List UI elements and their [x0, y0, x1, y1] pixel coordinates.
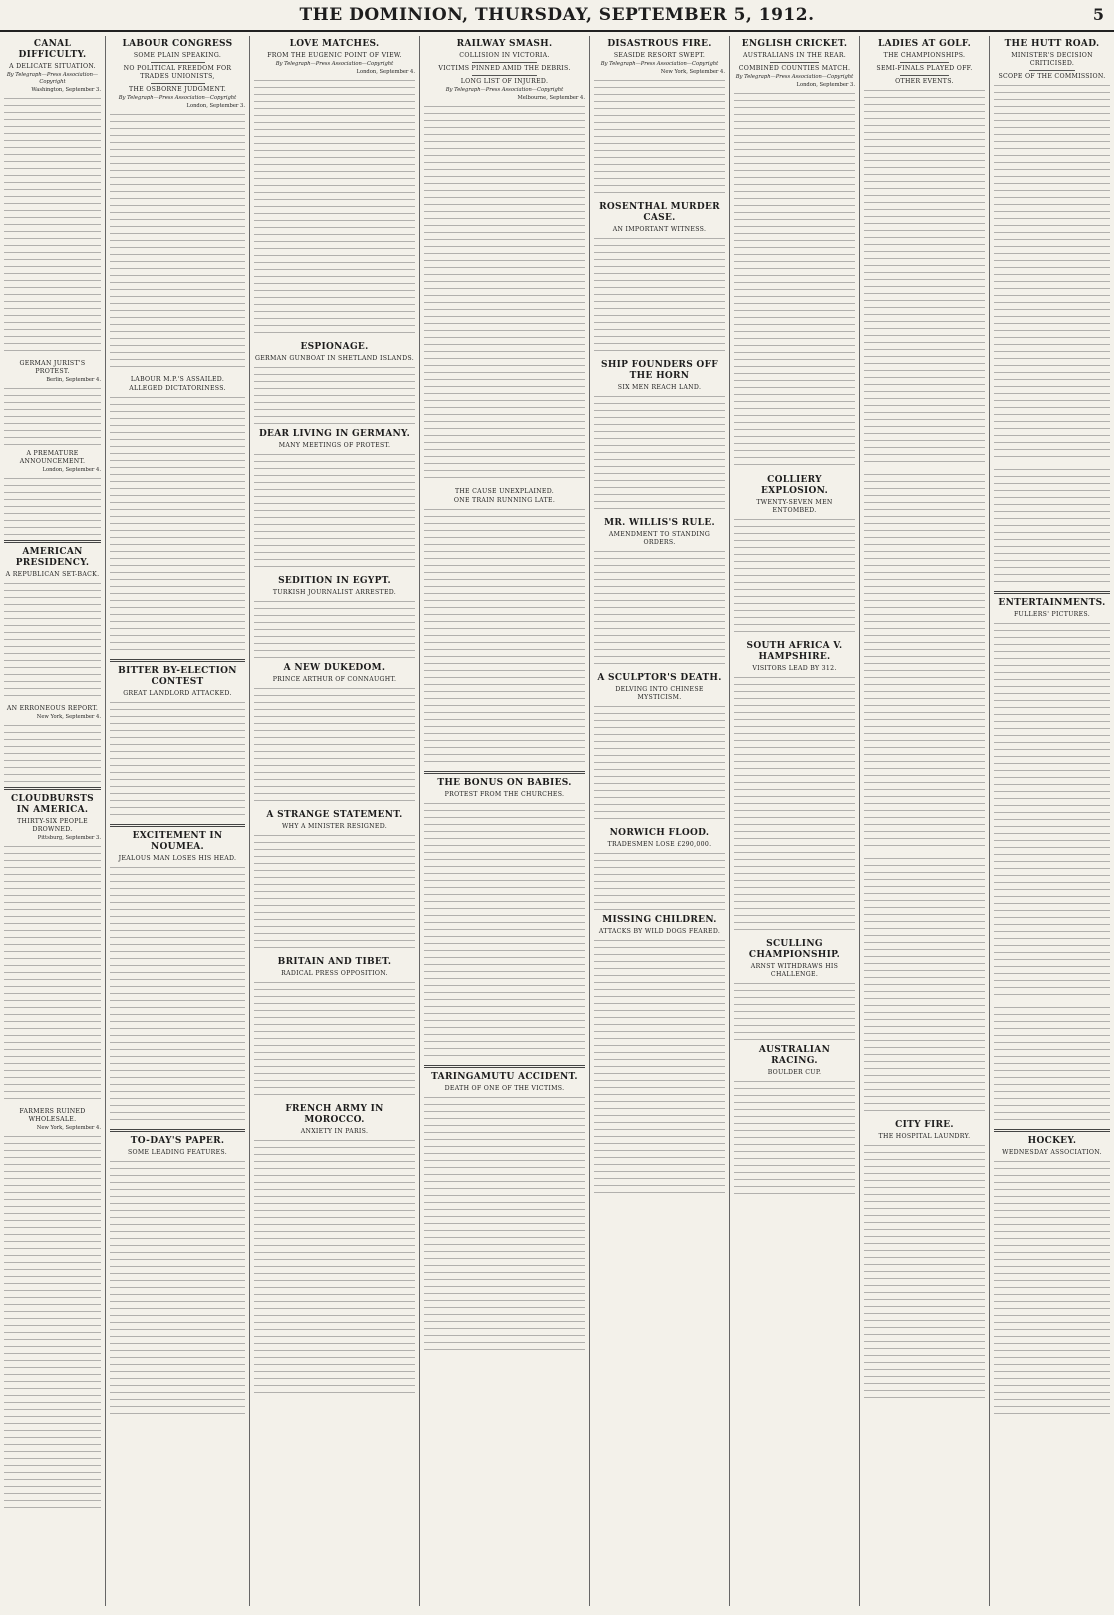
column-3 — [250, 36, 420, 1606]
headline: TO-DAY'S PAPER. — [130, 1136, 225, 1146]
dateline: Melbourne, September 4. — [517, 95, 585, 101]
agency-line: By Telegraph—Press Association—Copyright — [600, 61, 719, 67]
dateline: New York, September 4. — [36, 1125, 101, 1131]
dateline: New York, September 4. — [660, 69, 725, 75]
article-body — [994, 467, 1110, 587]
divider — [110, 659, 245, 662]
agency-line: By Telegraph—Press Association—Copyright — [275, 61, 394, 67]
column-2 — [106, 36, 250, 1606]
headline: BITTER BY-ELECTION CONTEST — [118, 666, 237, 687]
dateline: New York, September 4. — [36, 714, 101, 720]
subheadline: SIX MEN REACH LAND. — [617, 384, 702, 391]
subheadline: OTHER EVENTS. — [895, 78, 954, 85]
headline: A NEW DUKEDOM. — [283, 663, 386, 673]
headline: A SCULPTOR'S DEATH. — [597, 673, 722, 683]
subheadline: SEASIDE RESORT SWEPT. — [613, 52, 706, 59]
subheadline: ATTACKS BY WILD DOGS FEARED. — [598, 928, 721, 935]
subheadline: TWENTY-SEVEN MEN ENTOMBED. — [756, 499, 833, 514]
divider — [151, 83, 205, 84]
subheadline: A DELICATE SITUATION. — [9, 63, 96, 70]
headline: FARMERS RUINED WHOLESALE. — [19, 1108, 86, 1123]
headline: AMERICAN PRESIDENCY. — [15, 547, 90, 568]
headline: ENTERTAINMENTS. — [998, 598, 1106, 608]
headline: COLLIERY EXPLOSION. — [760, 475, 829, 496]
headline: AN ERRONEOUS REPORT. — [6, 705, 99, 712]
divider — [4, 540, 101, 543]
subheadline: ANXIETY IN PARIS. — [300, 1128, 369, 1135]
subheadline: RADICAL PRESS OPPOSITION. — [281, 970, 388, 977]
article-body — [594, 394, 725, 514]
article-body — [994, 83, 1110, 463]
subheadline: TRADESMEN LOSE £290,000. — [607, 841, 712, 848]
column-6 — [730, 36, 860, 1606]
article-body — [594, 938, 725, 1198]
subheadline: TURKISH JOURNALIST ARRESTED. — [272, 589, 397, 596]
headline: AUSTRALIAN RACING. — [758, 1045, 831, 1066]
subheadline: FROM THE EUGENIC POINT OF VIEW. — [267, 52, 402, 59]
subheadline: WHY A MINISTER RESIGNED. — [281, 823, 388, 830]
divider — [472, 75, 536, 76]
article-body — [254, 78, 415, 338]
agency-line: By Telegraph—Press Association—Copyright — [445, 87, 564, 93]
headline: ENGLISH CRICKET. — [741, 39, 848, 49]
headline: THE HUTT ROAD. — [1004, 39, 1100, 49]
article-body — [424, 104, 585, 484]
headline: CANAL DIFFICULTY. — [18, 39, 87, 60]
masthead-title: THE DOMINION, THURSDAY, SEPTEMBER 5, 1912. — [299, 5, 815, 25]
headline: A STRANGE STATEMENT. — [266, 810, 403, 820]
subheadline: SCOPE OF THE COMMISSION. — [998, 73, 1106, 80]
agency-line: By Telegraph—Press Association—Copyright — [118, 95, 237, 101]
article-body — [4, 844, 101, 1104]
subheadline: ARNST WITHDRAWS HIS CHALLENGE. — [750, 963, 839, 978]
article-body — [4, 581, 101, 701]
subheadline: FULLERS' PICTURES. — [1013, 611, 1091, 618]
subheadline: JEALOUS MAN LOSES HIS HEAD. — [118, 855, 237, 862]
subheadline: MINISTER'S DECISION CRITICISED. — [1011, 52, 1093, 67]
headline: FRENCH ARMY IN MOROCCO. — [285, 1104, 384, 1125]
article-body — [110, 112, 245, 372]
subheadline: COMBINED COUNTIES MATCH. — [738, 65, 851, 72]
article-body — [594, 704, 725, 824]
dateline: London, September 4. — [42, 467, 101, 473]
subheadline: THE HOSPITAL LAUNDRY. — [878, 1133, 971, 1140]
article-body — [734, 675, 855, 935]
headline: A PREMATURE ANNOUNCEMENT. — [19, 450, 86, 465]
page-number: 5 — [1092, 5, 1104, 24]
article-body — [254, 365, 415, 425]
headline: GERMAN JURIST'S PROTEST. — [19, 360, 86, 375]
subheadline: THE CHAMPIONSHIPS. — [883, 52, 966, 59]
article-body — [734, 981, 855, 1041]
agency-line: By Telegraph—Press Association—Copyright — [6, 72, 99, 85]
article-body — [594, 236, 725, 356]
divider — [900, 62, 948, 63]
headline: THE BONUS ON BABIES. — [437, 778, 572, 788]
dateline: London, September 3. — [186, 103, 245, 109]
dateline: London, September 3. — [796, 82, 855, 88]
article-body — [424, 507, 585, 767]
article-body — [110, 1159, 245, 1419]
article-body — [994, 621, 1110, 1001]
subheadline: VISITORS LEAD BY 312. — [752, 665, 837, 672]
dateline: Washington, September 3. — [31, 87, 101, 93]
subheadline: GERMAN GUNBOAT IN SHETLAND ISLANDS. — [255, 355, 414, 362]
subheadline: ONE TRAIN RUNNING LATE. — [453, 497, 556, 504]
article-body — [254, 980, 415, 1100]
subheadline: MANY MEETINGS OF PROTEST. — [278, 442, 391, 449]
article-body — [994, 1005, 1110, 1125]
headline: LABOUR M.P.'S ASSAILED. — [130, 376, 225, 383]
column-4 — [420, 36, 590, 1606]
subheadline: COLLISION IN VICTORIA. — [459, 52, 550, 59]
headline: NORWICH FLOOD. — [609, 828, 710, 838]
column-5 — [590, 36, 730, 1606]
headline: LOVE MATCHES. — [289, 39, 380, 49]
article-body — [734, 517, 855, 637]
subheadline: VICTIMS PINNED AMID THE DEBRIS. — [438, 65, 571, 72]
subheadline: WEDNESDAY ASSOCIATION. — [1002, 1149, 1102, 1156]
subheadline: SOME LEADING FEATURES. — [128, 1149, 227, 1156]
article-body — [254, 1138, 415, 1398]
article-body — [4, 723, 101, 783]
headline: ESPIONAGE. — [300, 342, 369, 352]
headline: MR. WILLIS'S RULE. — [604, 518, 715, 528]
article-body — [864, 856, 985, 1116]
divider — [994, 1129, 1110, 1132]
headline: SHIP FOUNDERS OFF THE HORN — [601, 360, 718, 381]
article-body — [4, 1134, 101, 1514]
article-body — [424, 1095, 585, 1355]
dateline: Berlin, September 4. — [46, 377, 101, 383]
article-body — [864, 472, 985, 852]
headline: EXCITEMENT IN NOUMEA. — [132, 831, 223, 852]
article-body — [424, 801, 585, 1061]
subheadline: DEATH OF ONE OF THE VICTIMS. — [444, 1085, 565, 1092]
column-7 — [860, 36, 990, 1606]
article-body — [864, 1143, 985, 1403]
headline: HOCKEY. — [1027, 1136, 1077, 1146]
divider — [472, 62, 536, 63]
article-body — [110, 700, 245, 820]
headline: RAILWAY SMASH. — [456, 39, 553, 49]
column-1 — [0, 36, 106, 1606]
headline: BRITAIN AND TIBET. — [277, 957, 392, 967]
article-body — [254, 686, 415, 806]
subheadline: LONG LIST OF INJURED. — [460, 78, 549, 85]
article-body — [594, 78, 725, 198]
dateline: London, September 4. — [356, 69, 415, 75]
divider — [4, 787, 101, 790]
subheadline: NO POLITICAL FREEDOM FOR TRADES UNIONISTS, — [123, 65, 232, 80]
subheadline: AUSTRALIANS IN THE REAR. — [742, 52, 847, 59]
subheadline: PROTEST FROM THE CHURCHES. — [444, 791, 565, 798]
subheadline: THE OSBORNE JUDGMENT. — [129, 86, 226, 93]
headline: DISASTROUS FIRE. — [607, 39, 712, 49]
agency-line: By Telegraph—Press Association—Copyright — [735, 74, 854, 80]
headline: DEAR LIVING IN GERMANY. — [258, 429, 411, 439]
subheadline: DELVING INTO CHINESE MYSTICISM. — [615, 686, 704, 701]
headline: ROSENTHAL MURDER CASE. — [599, 202, 720, 223]
headline: LADIES AT GOLF. — [877, 39, 972, 49]
article-body — [734, 1079, 855, 1199]
divider — [151, 62, 205, 63]
subheadline: AN IMPORTANT WITNESS. — [612, 226, 707, 233]
column-8 — [990, 36, 1114, 1606]
headline: SOUTH AFRICA V. HAMPSHIRE. — [746, 641, 843, 662]
subheadline: AMENDMENT TO STANDING ORDERS. — [608, 531, 711, 546]
subheadline: THIRTY-SIX PEOPLE DROWNED. — [17, 818, 88, 833]
subheadline: GREAT LANDLORD ATTACKED. — [123, 690, 232, 697]
subheadline: PRINCE ARTHUR OF CONNAUGHT. — [272, 676, 397, 683]
article-body — [994, 1159, 1110, 1419]
divider — [994, 591, 1110, 594]
dateline: Pittsburg, September 3. — [37, 835, 101, 841]
headline: THE CAUSE UNEXPLAINED. — [454, 488, 555, 495]
divider — [110, 1129, 245, 1132]
headline: CITY FIRE. — [895, 1120, 954, 1130]
article-body — [734, 91, 855, 471]
headline: MISSING CHILDREN. — [602, 915, 717, 925]
article-body — [110, 395, 245, 655]
subheadline: A REPUBLICAN SET-BACK. — [5, 571, 100, 578]
divider — [1029, 70, 1075, 71]
masthead — [0, 0, 1114, 32]
article-body — [4, 476, 101, 536]
article-body — [4, 386, 101, 446]
headline: CLOUDBURSTS IN AMERICA. — [11, 794, 94, 815]
subheadline: SEMI-FINALS PLAYED OFF. — [876, 65, 973, 72]
headline: LABOUR CONGRESS — [122, 39, 233, 49]
divider — [424, 1065, 585, 1068]
article-body — [594, 549, 725, 669]
subheadline: SOME PLAIN SPEAKING. — [133, 52, 222, 59]
subheadline: BOULDER CUP. — [767, 1069, 822, 1076]
divider — [110, 824, 245, 827]
article-body — [254, 833, 415, 953]
divider — [770, 62, 818, 63]
divider — [900, 75, 948, 76]
article-body — [110, 865, 245, 1125]
article-body — [594, 851, 725, 911]
headline: TARINGAMUTU ACCIDENT. — [431, 1072, 578, 1082]
article-body — [4, 96, 101, 356]
article-body — [254, 452, 415, 572]
headline: SEDITION IN EGYPT. — [278, 576, 391, 586]
subheadline: ALLEGED DICTATORINESS. — [129, 385, 226, 392]
article-body — [864, 88, 985, 468]
headline: SCULLING CHAMPIONSHIP. — [748, 939, 841, 960]
divider — [424, 771, 585, 774]
article-body — [254, 599, 415, 659]
